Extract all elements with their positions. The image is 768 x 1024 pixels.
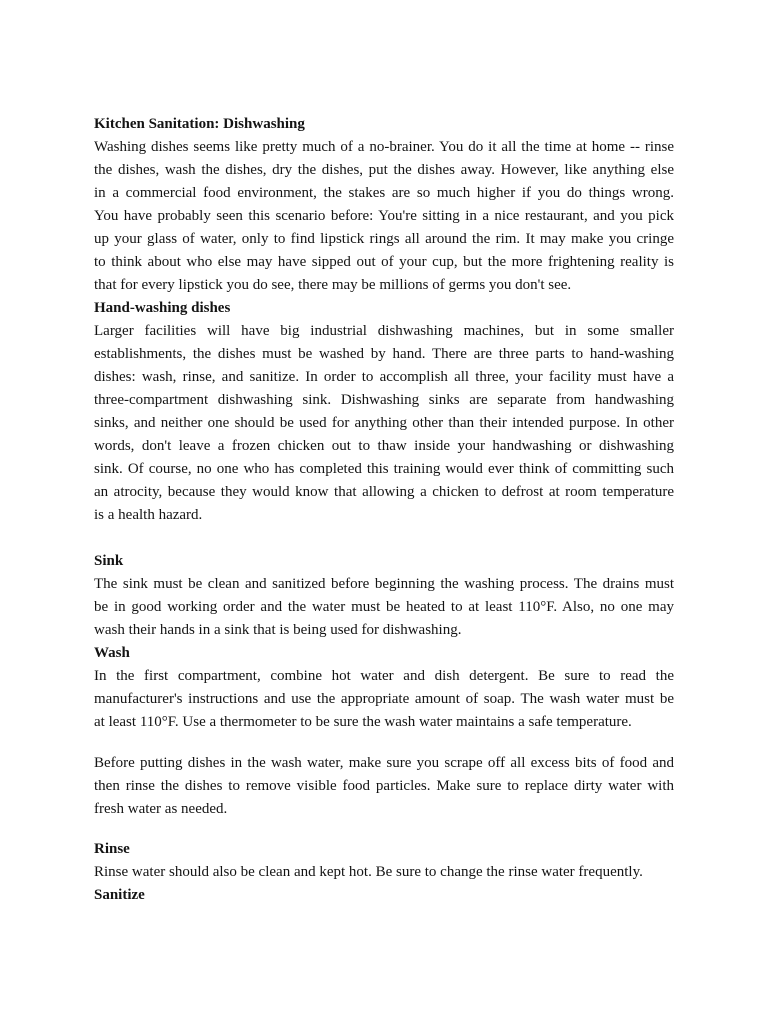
sink-paragraph <box>94 573 674 642</box>
paragraph-line: sinks, and neither one should be used for anything other than their intended purpose. In other <box>94 415 674 431</box>
paragraph-line: establishments, the dishes must be washed by hand. There are three parts to hand-washing <box>94 346 674 362</box>
section-heading-sink: Sink <box>94 553 124 569</box>
paragraph-line: Larger facilities will have big industrial dishwashing machines, but in some smaller <box>94 323 674 339</box>
paragraph-line: in a commercial food environment, the stakes are so much higher if you do things wrong. <box>94 185 674 201</box>
document-page <box>94 113 674 907</box>
paragraph-line: Rinse water should also be clean and kept hot. Be sure to change the rinse water frequently. <box>94 864 643 880</box>
paragraph-line: up your glass of water, only to find lipstick rings all around the rim. It may make you cringe <box>94 231 674 247</box>
section-heading-hand-washing: Hand-washing dishes <box>94 300 231 316</box>
paragraph-line: that for every lipstick you do see, there may be millions of germs you don't see. <box>94 277 572 293</box>
paragraph-line: to think about who else may have sipped out of your cup, but the more frightening reality is <box>94 254 674 270</box>
intro-paragraph <box>94 136 674 297</box>
paragraph-line: In the first compartment, combine hot water and dish detergent. Be sure to read the <box>94 668 674 684</box>
paragraph-line: Before putting dishes in the wash water, make sure you scrape off all excess bits of food and <box>94 755 674 771</box>
paragraph-line: sink. Of course, no one who has completed this training would ever think of committing such <box>94 461 674 477</box>
hand-washing-paragraph <box>94 320 674 527</box>
paragraph-line: wash their hands in a sink that is being used for dishwashing. <box>94 622 462 638</box>
paragraph-line: The sink must be clean and sanitized before beginning the washing process. The drains must <box>94 576 674 592</box>
paragraph-line: dishes: wash, rinse, and sanitize. In order to accomplish all three, your facility must have a <box>94 369 674 385</box>
wash-paragraph <box>94 665 674 734</box>
paragraph-spacer <box>94 527 674 550</box>
paragraph-line: the dishes, wash the dishes, dry the dishes, put the dishes away. However, like anything else <box>94 162 674 178</box>
paragraph-line: then rinse the dishes to remove visible food particles. Make sure to replace dirty water with <box>94 778 674 794</box>
section-heading-sanitize: Sanitize <box>94 887 145 903</box>
paragraph-line: fresh water as needed. <box>94 801 228 817</box>
rinse-paragraph <box>94 861 674 884</box>
paragraph-line: You have probably seen this scenario before: You're sitting in a nice restaurant, and you pick <box>94 208 674 224</box>
paragraph-line: an atrocity, because they would know that allowing a chicken to defrost at room temperature <box>94 484 674 500</box>
wash-prep-paragraph <box>94 752 674 821</box>
paragraph-line: at least 110°F. Use a thermometer to be sure the wash water maintains a safe temperature. <box>94 714 632 730</box>
paragraph-line: is a health hazard. <box>94 507 203 523</box>
paragraph-line: be in good working order and the water must be heated to at least 110°F. Also, no one may <box>94 599 674 615</box>
section-heading-wash: Wash <box>94 645 130 661</box>
paragraph-line: Washing dishes seems like pretty much of a no-brainer. You do it all the time at home -- rinse <box>94 139 674 155</box>
paragraph-line: three-compartment dishwashing sink. Dishwashing sinks are separate from handwashing <box>94 392 674 408</box>
paragraph-line: manufacturer's instructions and use the appropriate amount of soap. The wash water must be <box>94 691 674 707</box>
section-heading-rinse: Rinse <box>94 841 130 857</box>
paragraph-line: words, don't leave a frozen chicken out to thaw inside your handwashing or dishwashing <box>94 438 674 454</box>
document-title: Kitchen Sanitation: Dishwashing <box>94 116 305 132</box>
